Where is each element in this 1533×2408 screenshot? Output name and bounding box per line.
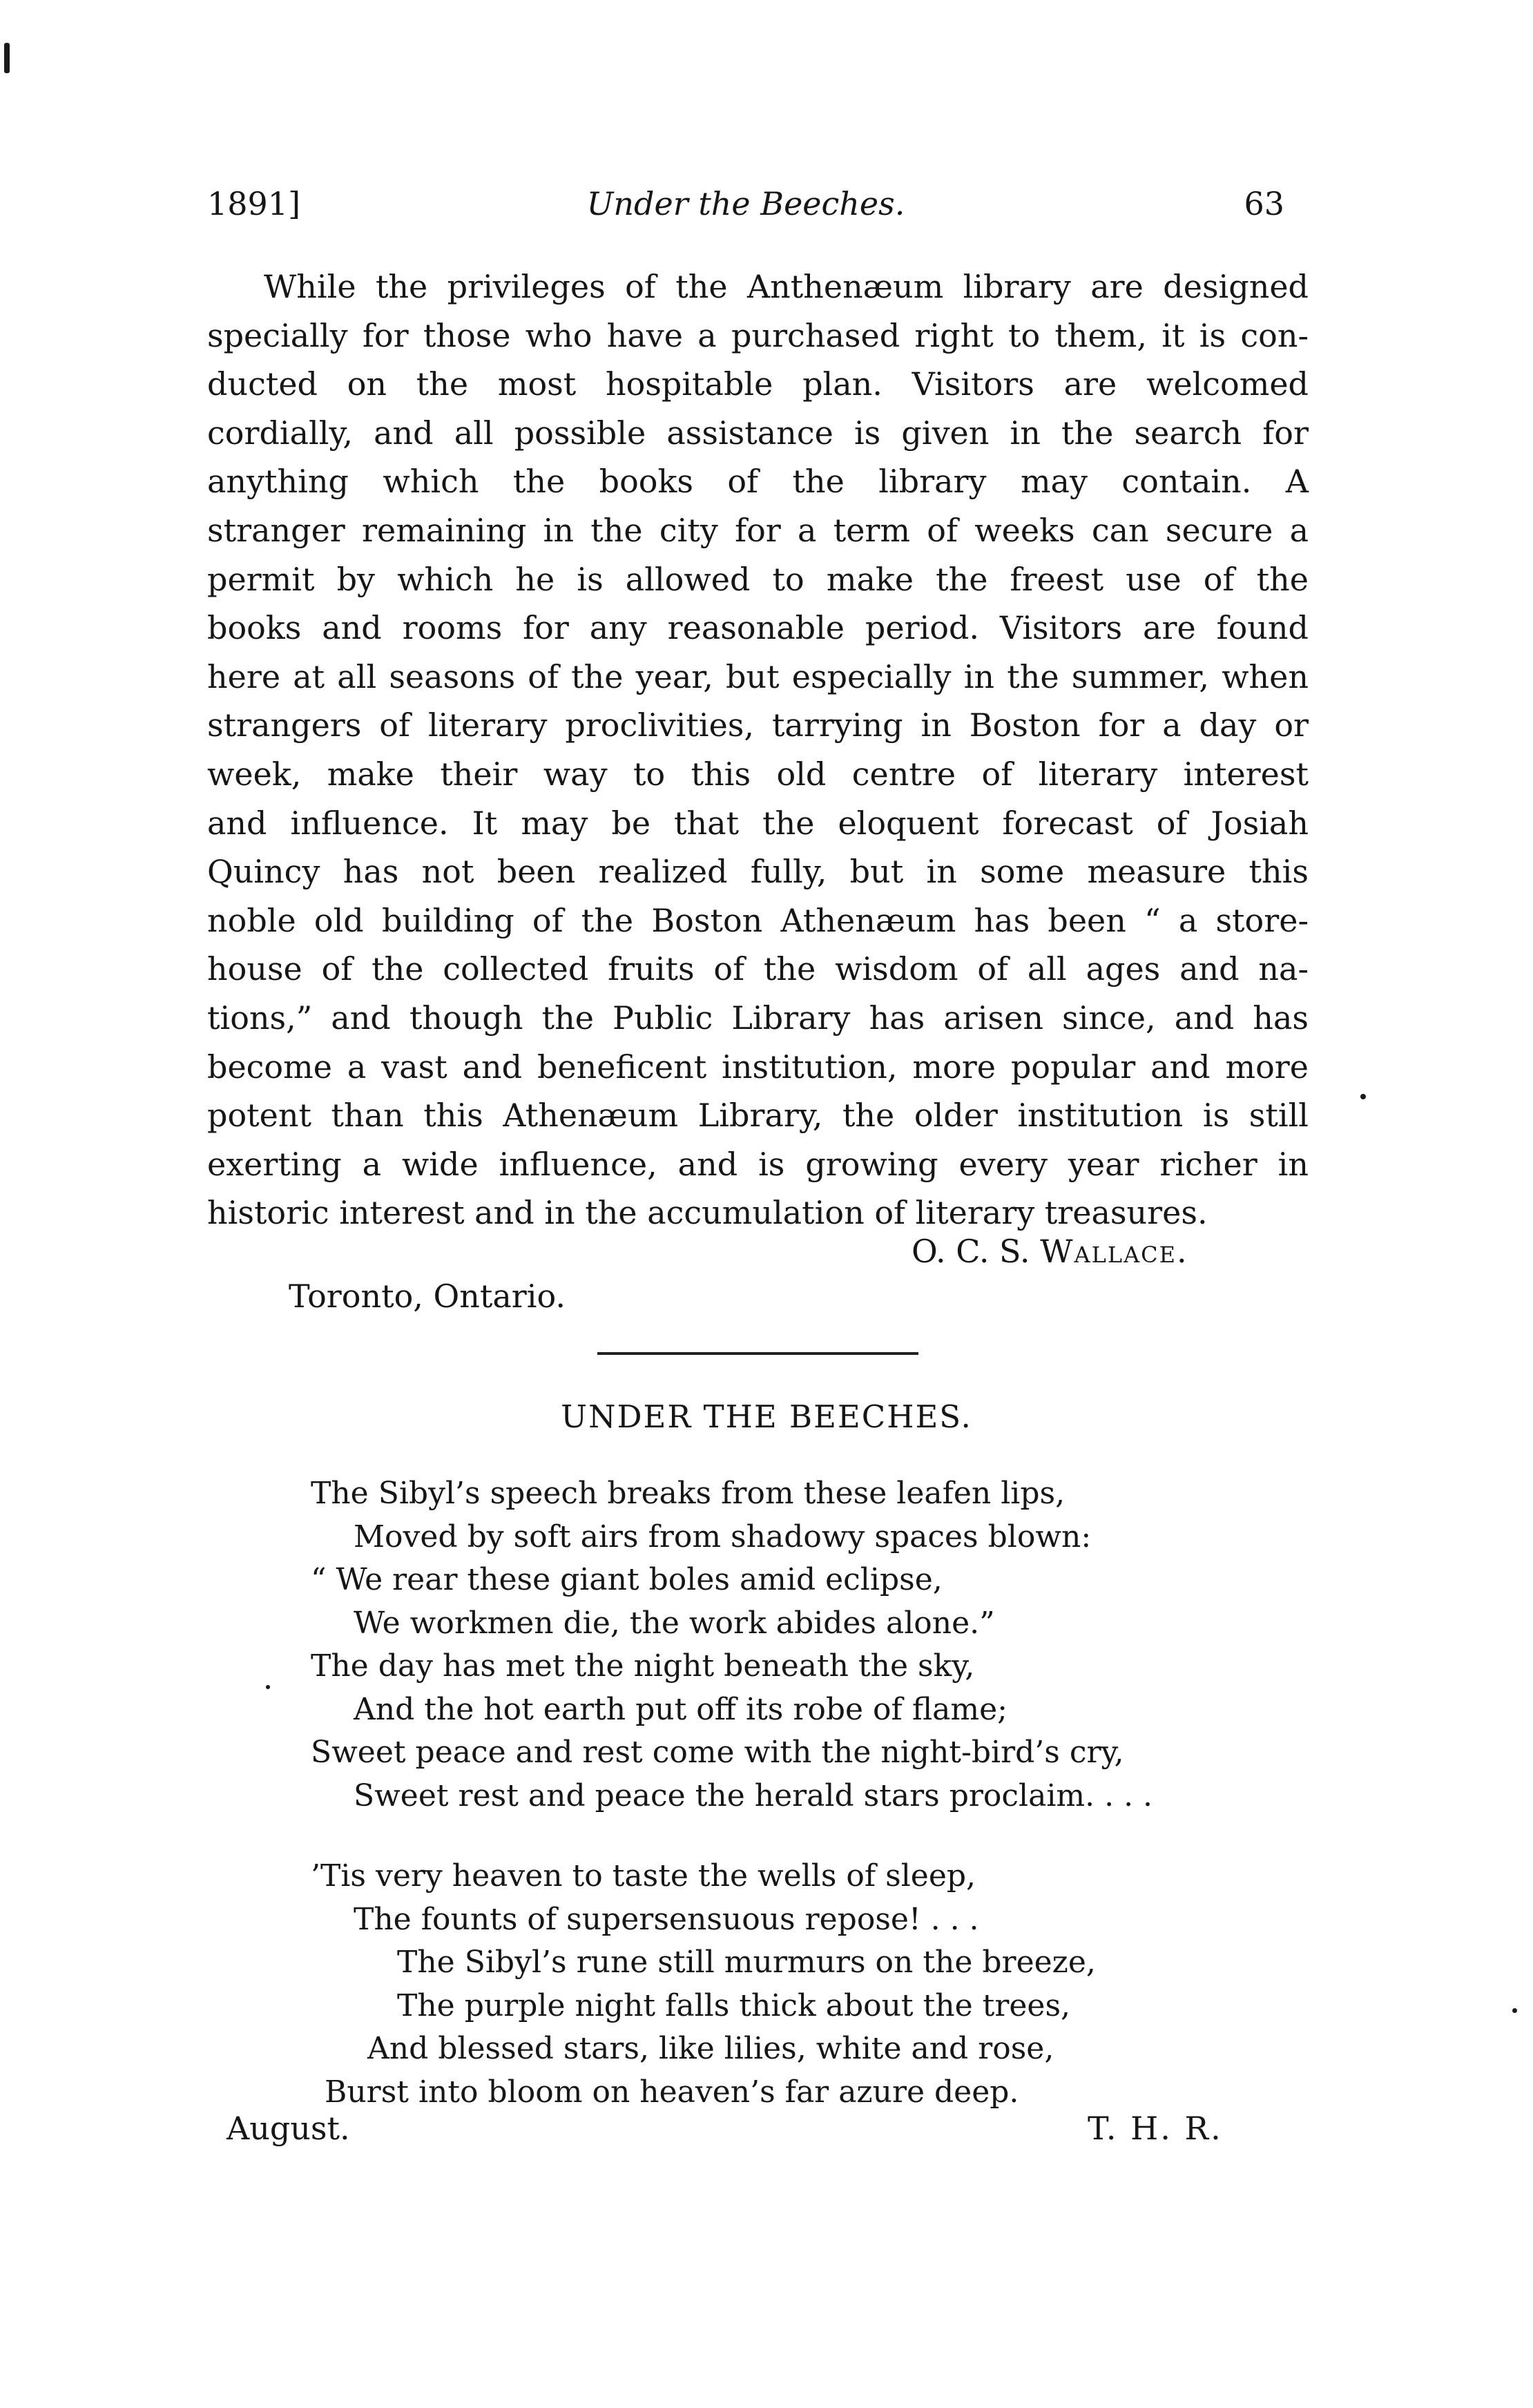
author-initials: O. C. S. — [912, 1233, 1030, 1270]
essay-line: tions,” and though the Public Library has arisen since, and has — [207, 999, 1309, 1037]
author-signature — [912, 1233, 1188, 1270]
poem-line: We workmen die, the work abides alone.” — [354, 1605, 995, 1641]
essay-line: potent than this Athenæum Library, the older institution is still — [207, 1097, 1309, 1135]
page-number: 63 — [1244, 185, 1284, 222]
essay-line: specially for those who have a purchased right to them, it is con- — [207, 316, 1309, 354]
essay-line: anything which the books of the library may contain. A — [207, 463, 1309, 501]
poem-date: August. — [226, 2110, 350, 2147]
running-head — [207, 185, 1284, 233]
poem-line: Burst into bloom on heaven’s far azure deep. — [325, 2074, 1019, 2110]
scan-speck — [4, 43, 10, 73]
poem-line: The Sibyl’s speech breaks from these leafen lips, — [311, 1476, 1066, 1511]
scan-speck — [1512, 2008, 1517, 2013]
stanza-break — [311, 1818, 1347, 1855]
poem-line: Moved by soft airs from shadowy spaces blown: — [354, 1519, 1092, 1554]
running-head-year: 1891] — [207, 185, 301, 222]
essay-line: exerting a wide influence, and is growing every year richer in — [207, 1145, 1309, 1183]
poem-body — [311, 1472, 1347, 2114]
essay-line: permit by which he is allowed to make the freest use of the — [207, 560, 1309, 598]
poem-line: The founts of supersensuous repose! . . . — [354, 1901, 979, 1937]
poem-line: The day has met the night beneath the sky, — [311, 1648, 975, 1684]
essay-line: strangers of literary proclivities, tarrying in Boston for a day or — [207, 706, 1309, 744]
poem-line: Sweet peace and rest come with the night-bird’s cry, — [311, 1735, 1124, 1770]
poem-line: “ We rear these giant boles amid eclipse, — [311, 1562, 943, 1597]
poem-line: And blessed stars, like lilies, white and rose, — [367, 2031, 1054, 2066]
poem-line: The Sibyl’s rune still murmurs on the breeze, — [397, 1945, 1096, 1980]
essay-paragraph — [207, 262, 1309, 1237]
essay-line: stranger remaining in the city for a term of weeks can secure a — [207, 511, 1309, 549]
poem-line: Sweet rest and peace the herald stars proclaim. . . . — [354, 1778, 1153, 1813]
author-surname: Wallace. — [1040, 1233, 1188, 1270]
essay-line: Quincy has not been realized fully, but in some measure this — [207, 853, 1309, 891]
essay-line: house of the collected fruits of the wisdom of all ages and na- — [207, 950, 1309, 988]
essay-line: While the privileges of the Anthenæum library are designed — [264, 268, 1309, 305]
essay-line: cordially, and all possible assistance is given in the search for — [207, 414, 1309, 452]
essay-line: noble old building of the Boston Athenæum has been “ a store- — [207, 901, 1309, 939]
essay-line: week, make their way to this old centre of literary interest — [207, 755, 1309, 793]
essay-line: books and rooms for any reasonable period. Visitors are found — [207, 609, 1309, 647]
poem-line: And the hot earth put off its robe of flame; — [354, 1691, 1007, 1727]
essay-line: and influence. It may be that the eloquent forecast of Josiah — [207, 804, 1309, 842]
running-head-title: Under the Beeches. — [586, 185, 905, 222]
author-location: Toronto, Ontario. — [289, 1278, 566, 1315]
poem-line: The purple night falls thick about the trees, — [397, 1987, 1071, 2023]
poem-author-initials: T. H. R. — [1088, 2110, 1223, 2147]
essay-line: here at all seasons of the year, but especially in the summer, when — [207, 657, 1309, 695]
scan-speck — [266, 1685, 270, 1689]
scan-speck — [1360, 1094, 1366, 1099]
poem-title: UNDER THE BEECHES. — [561, 1398, 972, 1435]
poem-line: ’Tis very heaven to taste the wells of sleep, — [311, 1858, 976, 1894]
essay-line: historic interest and in the accumulation of literary treasures. — [207, 1194, 1208, 1232]
section-divider — [597, 1352, 918, 1355]
essay-line: ducted on the most hospitable plan. Visitors are welcomed — [207, 365, 1309, 403]
essay-line: become a vast and beneficent institution, more popular and more — [207, 1048, 1309, 1086]
